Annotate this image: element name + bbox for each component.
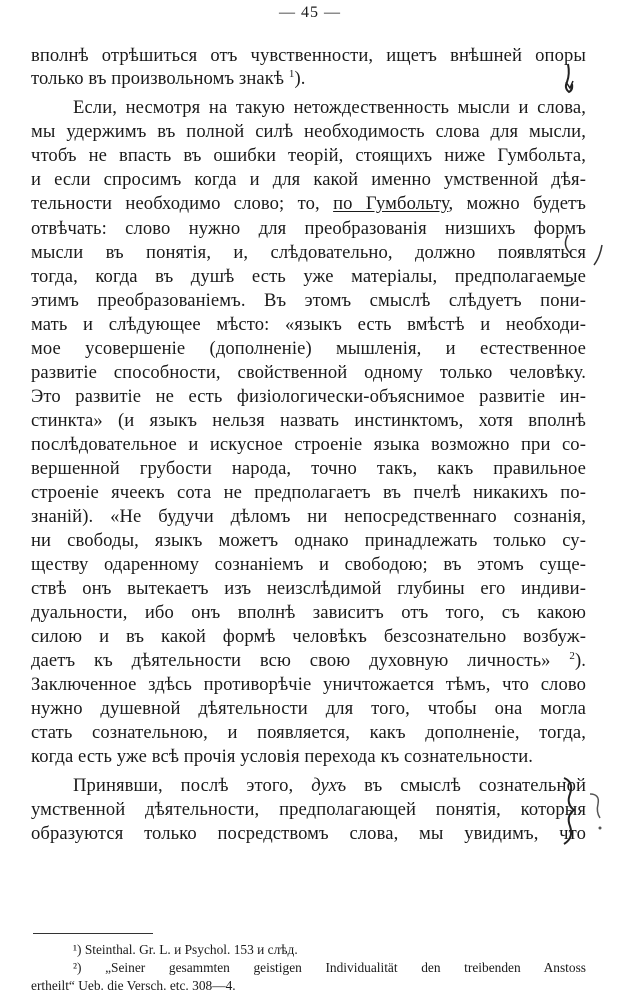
text-line: Это развитіе не есть физіологически-объяснимое развитіе ин- [31,386,586,407]
text-line: мать и слѣдующее мѣсто: «языкъ есть вмѣстѣ и необходи- [31,314,586,335]
footnote-divider [33,933,153,934]
text-line: Если, несмотря на такую нетождественность мысли и слова, [73,97,586,118]
text-line: и если спросимъ когда и для какой именно умственной дѣя- [31,169,586,190]
text-line: дуальности, ибо онъ вполнѣ зависитъ отъ того, съ какою [31,602,586,623]
text-line: Принявши, послѣ этого, духъ въ смыслѣ сознательной [73,775,587,796]
text-line: отвѣчать: слово нужно для преобразованія низшихъ формъ [31,218,586,239]
text-line: знаній). «Не будучи дѣломъ ни непосредственнаго сознанія, [31,506,586,527]
text-line: умственной дѣятельности, предполагающей понятія, которыя [31,799,586,820]
text-line: тельности необходимо слово; то, по Гумбольту, можно будетъ [31,193,586,214]
text-line: образуются только посредствомъ слова, мы увидимъ, что [31,823,586,844]
text-line: только въ произвольномъ знакѣ $^1$). [31,68,306,89]
text-line: развитіе способности, свойственной одному только человѣку. [31,362,586,383]
text-line: стинкта» (и языкъ нельзя назвать инстинктомъ, хотя вполнѣ [31,410,586,431]
text-line: мы удержимъ въ полной силѣ необходимость слова для мысли, [31,121,586,142]
text-line: силою и въ какой формѣ человѣкъ безсознательно возбуж- [31,626,586,647]
footnote-ref-2: 2 [569,650,575,662]
text-line: ществу одаренному сознаніемъ и свободою; въ этомъ суще- [31,554,586,575]
text-line: вполнѣ отрѣшиться отъ чувственности, ищетъ внѣшней опоры [31,45,586,66]
text-line: послѣдовательное и искусное строеніе языка возможно при со- [31,434,586,455]
text-line: мысли въ понятія, и, слѣдовательно, должно появляться [31,242,586,263]
underlined-phrase: по Гумбольту [333,193,449,214]
footnote: ²) „Seiner gesammten geistigen Individualität den treibenden Anstoss [73,960,586,975]
text-line: когда есть уже всѣ прочія условія перехода къ сознательности. [31,746,534,767]
text-line: тогда, когда въ душѣ есть уже матеріалы, предполагаемые [31,266,586,287]
page-number: — 45 — [279,4,341,21]
text-line: вершенной грубости народа, точно такъ, какъ правильное [31,458,586,479]
italic-word: духъ [311,775,347,796]
margin-brace-mark [560,772,612,850]
text-line: нужно душевной дѣятельности для того, чтобы она могла [31,698,586,719]
margin-pencil-mark-top [560,60,580,100]
margin-pencil-mark-middle [560,225,610,295]
footnote-ref-1: 1 [288,68,295,80]
footnote: ertheilt“ Ueb. die Versch. etc. 308—4. [31,978,236,993]
text-line: мое усовершеніе (дополненіе) мышленія, и естественное [31,338,586,359]
text-line: стать сознательною, и появляется, какъ дополненіе, тогда, [31,722,586,743]
text-line: ни свободы, языкъ можетъ однако принадлежать только су- [31,530,586,551]
text-line: чтобъ не впасть въ ошибки теорій, стоящихъ ниже Гумбольта, [31,145,586,166]
text-line: ствѣ онъ вытекаетъ изъ неизслѣдимой глубины его индиви- [31,578,586,599]
text-line: этимъ преобразованіемъ. Въ этомъ смыслѣ слѣдуетъ пони- [31,290,586,311]
text-line: Заключенное здѣсь противорѣчіе уничтожается тѣмъ, что слово [31,674,586,695]
text-line: даетъ къ дѣятельности всю свою духовную личность» $^2$). [31,650,587,671]
footnote: ¹) Steinthal. Gr. L. и Psychol. 153 и слѣд. [73,942,298,957]
text-line: строеніе ячеекъ сота не предполагаетъ въ пчелѣ никакихъ по- [31,482,586,503]
